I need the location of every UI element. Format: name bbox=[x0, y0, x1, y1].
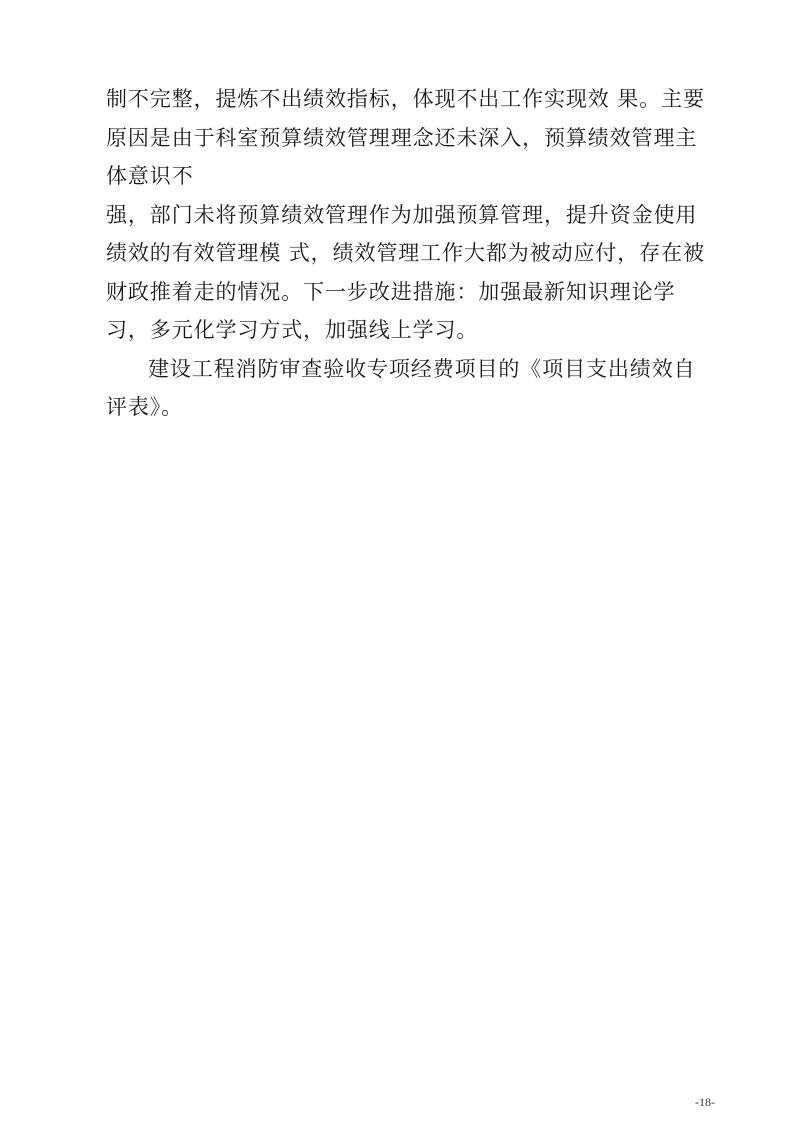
paragraph-line: 原因是由于科室预算绩效管理理念还未深入，预算绩效管理主 bbox=[106, 125, 698, 150]
paragraph-line: 制不完整，提炼不出绩效指标，体现不出工作实现效 果。主要 bbox=[106, 87, 705, 111]
paragraph-line: 强，部门未将预算绩效管理作为加强预算管理，提升资金使用 bbox=[106, 202, 698, 227]
body-text bbox=[106, 80, 705, 427]
paragraph-line: 绩效的有效管理模 式，绩效管理工作大都为被动应付，存在被 bbox=[106, 241, 705, 265]
paragraph-line: 习，多元化学习方式，加强线上学习。 bbox=[106, 318, 479, 342]
paragraph-line: 评表》。 bbox=[106, 395, 184, 419]
paragraph-line: 财政推着走的情况。下一步改进措施：加强最新知识理论学 bbox=[106, 279, 676, 304]
page-number: -18- bbox=[695, 1095, 715, 1109]
paragraph-line: 建设工程消防审查验收专项经费项目的《项目支出绩效自 bbox=[148, 356, 696, 381]
paragraph-line: 体意识不 bbox=[106, 164, 194, 188]
